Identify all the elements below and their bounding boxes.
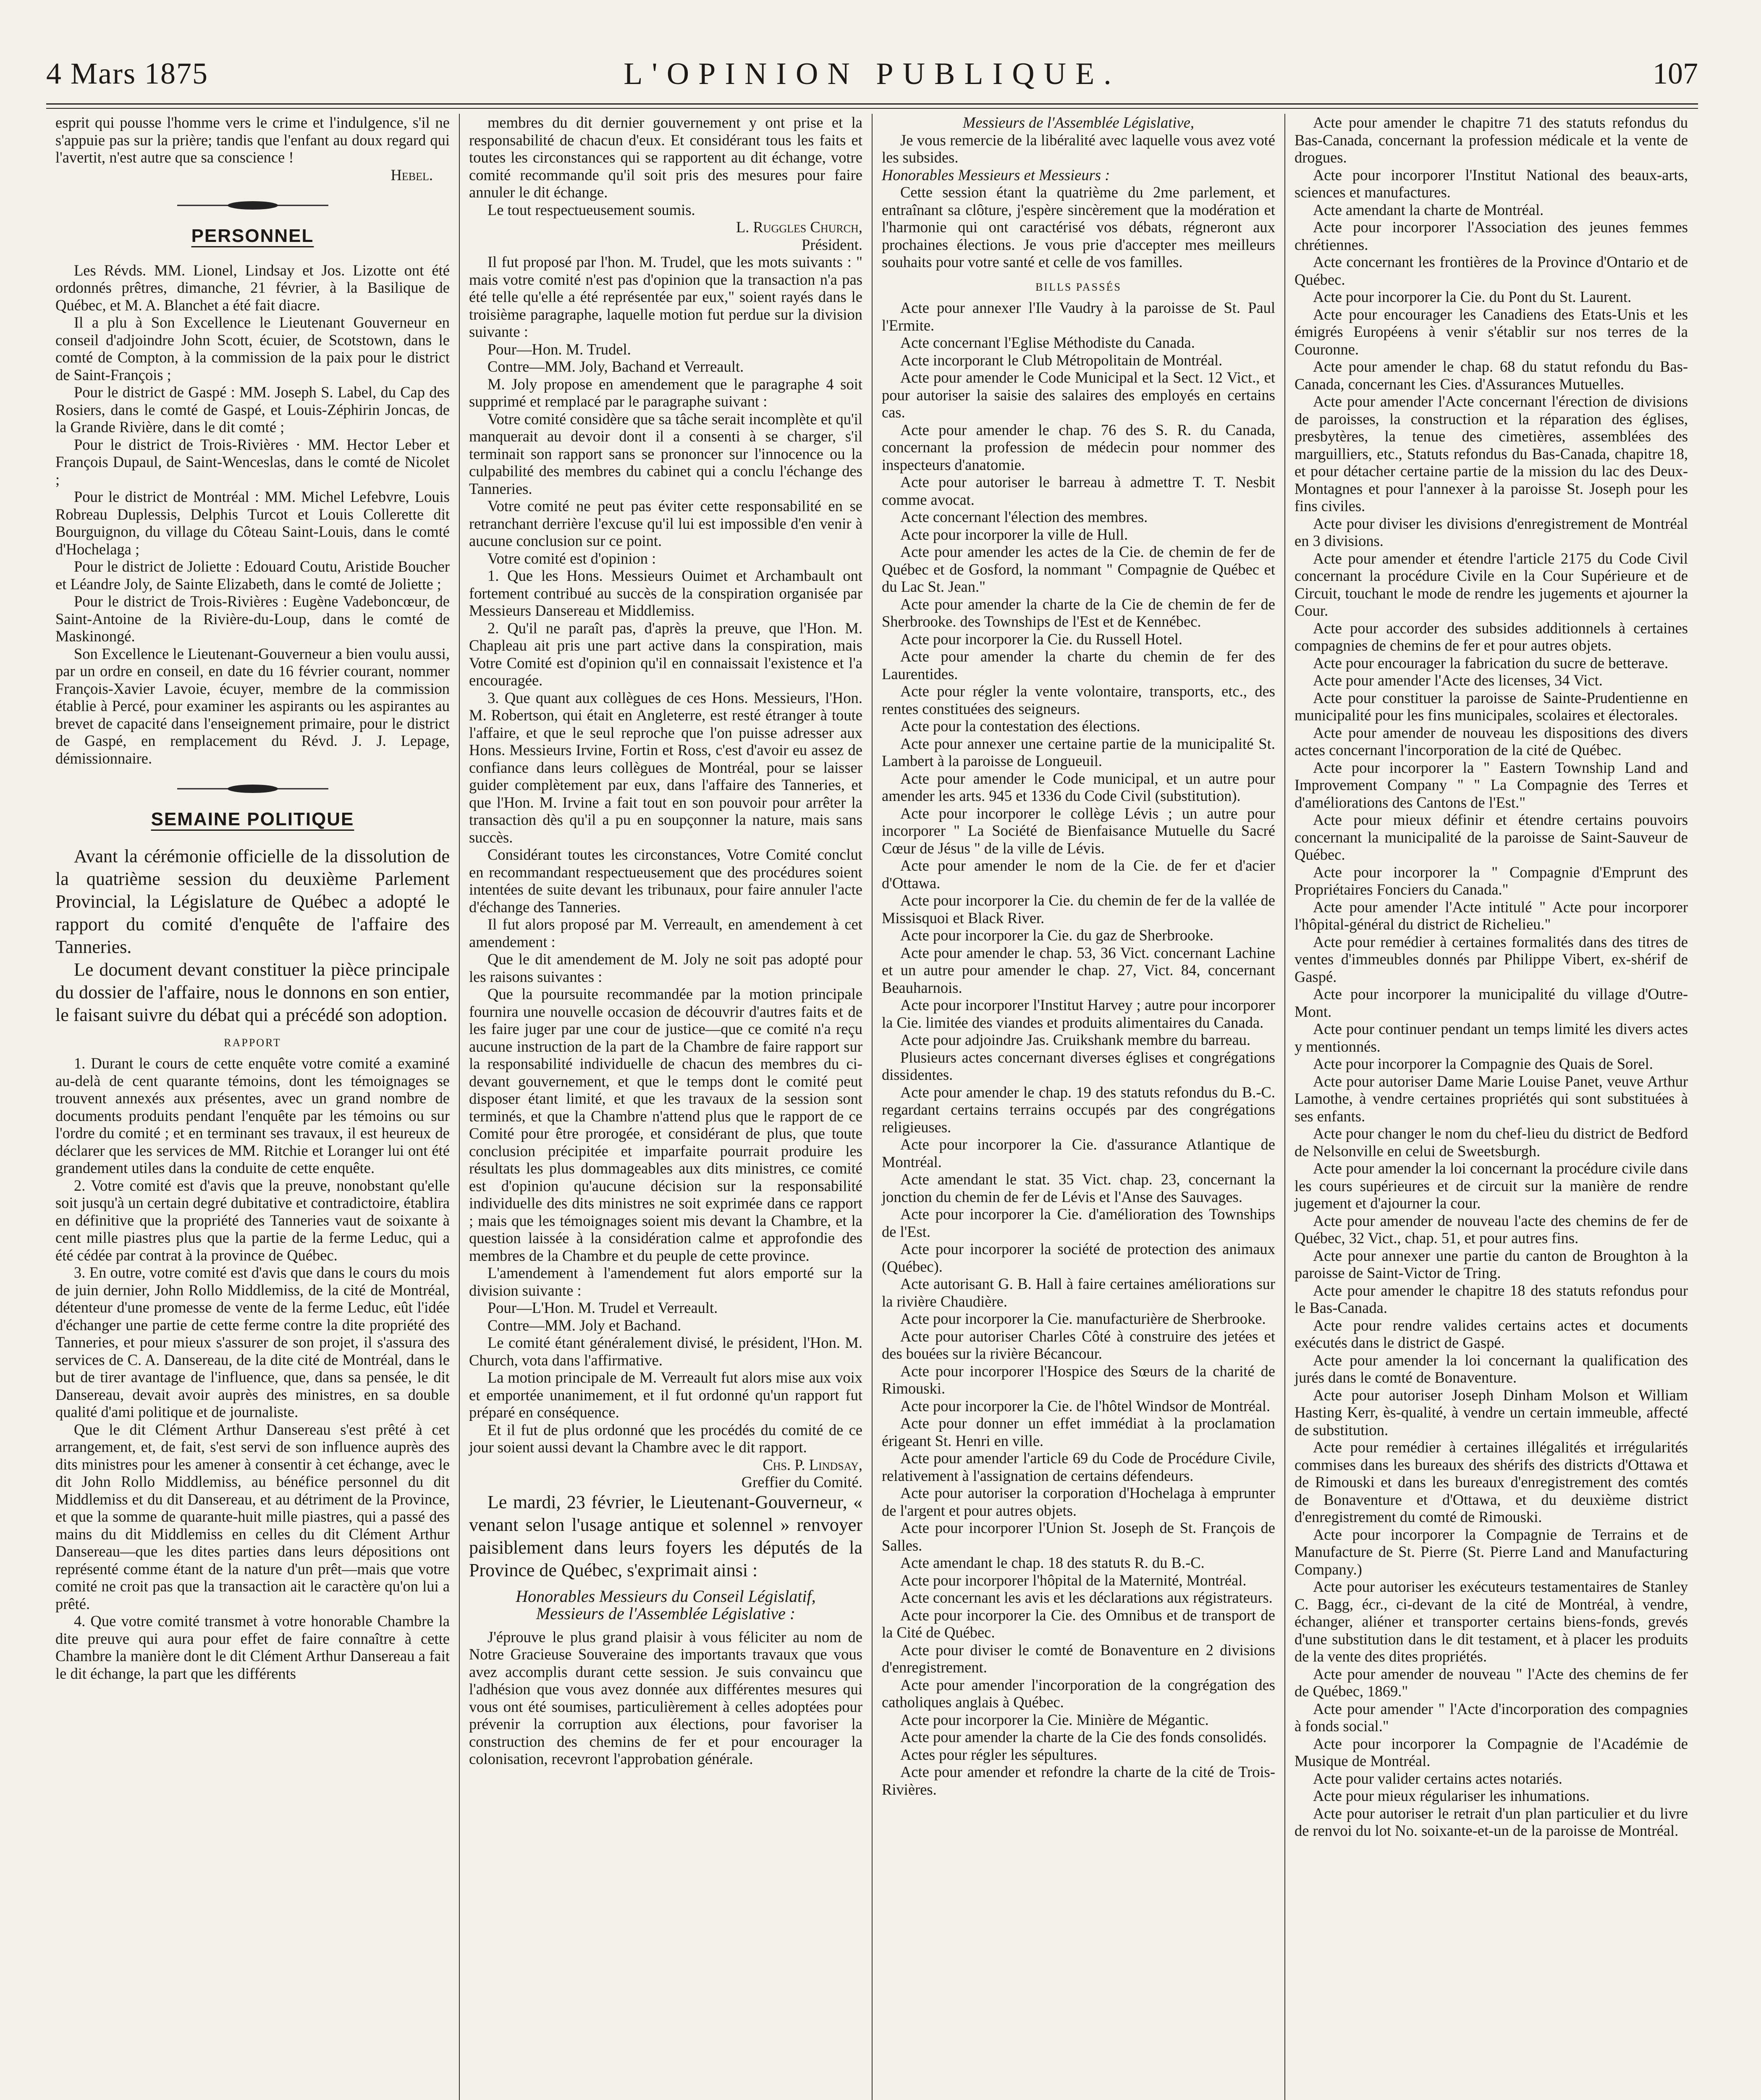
bill-item: Acte pour incorporer la Cie. d'assurance Atlantique de Montréal. [882, 1136, 1275, 1171]
bill-item: Acte pour continuer pendant un temps limité les divers actes y mentionnés. [1295, 1020, 1688, 1055]
debate-paragraph: Il fut alors proposé par M. Verreault, en amendement à cet amendement : [469, 916, 862, 950]
debate-paragraph: 2. Qu'il ne paraît pas, d'après la preuve, que l'Hon. M. Chapleau ait pris une part active dans la conspiration, mais Votre Comité est d'opinion qu'il en connaissait l'existence et l'a encouragée. [469, 619, 862, 689]
signature-title: Président. [802, 236, 862, 253]
bill-item: Acte pour incorporer la Compagnie de l'Académie de Musique de Montréal. [1295, 1735, 1688, 1769]
bill-item: Acte pour la contestation des élections. [900, 717, 1140, 735]
bill-item: Acte pour incorporer la ville de Hull. [900, 525, 1128, 543]
bills-list [1295, 114, 1688, 1840]
column-2 [459, 114, 872, 2100]
bill-item: Acte pour incorporer l'Institut National des beaux-arts, sciences et manufactures. [1295, 166, 1688, 201]
bills-list [882, 299, 1275, 1798]
debate-paragraph: Que le dit amendement de M. Joly ne soit pas adopté pour les raisons suivantes : [469, 950, 862, 985]
debate-paragraph: Pour—Hon. M. Trudel. [487, 340, 631, 358]
bill-item: Acte pour amender l'article 69 du Code de Procédure Civile, relativement à l'assignation de certains défendeurs. [882, 1449, 1275, 1484]
debate-paragraph: Contre—MM. Joly, Bachand et Verreault. [487, 358, 744, 375]
debate-paragraph: Considérant toutes les circonstances, Votre Comité conclut en recommandant respectueusement que des procédures soient intentées de suite devant les tribunaux, pour faire annuler l'acte d'échange des Tanneries. [469, 846, 862, 916]
column-4 [1284, 114, 1697, 2100]
semaine-politique-heading: SEMAINE POLITIQUE [151, 809, 354, 830]
page-number: 107 [1653, 57, 1698, 90]
bill-item: Acte pour incorporer la municipalité du village d'Outre-Mont. [1295, 985, 1688, 1020]
personnel-paragraph: Pour le district de Trois-Rivières · MM. Hector Leber et François Dupaul, de Saint-Wenceslas, dans le comté de Nicolet ; [55, 436, 450, 488]
debate-paragraph: M. Joly propose en amendement que le paragraphe 4 soit supprimé et remplacé par le paragraphe suivant : [469, 375, 862, 410]
bill-item: Acte pour incorporer la Cie. Minière de Mégantic. [900, 1711, 1209, 1728]
bill-item: Acte amendant le stat. 35 Vict. chap. 23, concernant la jonction du chemin de fer de Lévis et l'Anse des Sauvages. [882, 1171, 1275, 1205]
intro-signature: Hebel. [390, 166, 433, 184]
bill-item: Acte autorisant G. B. Hall à faire certaines améliorations sur la rivière Chaudière. [882, 1275, 1275, 1310]
personnel-paragraph: Pour le district de Joliette : Edouard Coutu, Aristide Boucher et Léandre Joly, de Sainte Elizabeth, dans le comté de Joliette ; [55, 558, 450, 593]
speech-address: Honorables Messieurs et Messieurs : [882, 166, 1110, 184]
debate-paragraph: La motion principale de M. Verreault fut alors mise aux voix et emportée unanimement, et il fut ordonné qu'un rapport fut préparé en conséquence. [469, 1369, 862, 1421]
bill-item: Acte pour donner un effet immédiat à la proclamation érigeant St. Henri en ville. [882, 1415, 1275, 1449]
column-3 [872, 114, 1284, 2100]
bill-item: Acte pour amender la charte de la Cie des fonds consolidés. [900, 1728, 1267, 1746]
bill-item: Acte pour incorporer l'hôpital de la Maternité, Montréal. [900, 1571, 1247, 1589]
speech-paragraph: Je vous remercie de la libéralité avec laquelle vous avez voté les subsides. [882, 131, 1275, 166]
bill-item: Acte pour autoriser Dame Marie Louise Panet, veuve Arthur Lamothe, à vendre certaines propriétés qui sont substituées à ses enfants. [1295, 1072, 1688, 1125]
bill-item: Acte pour amender de nouveau l'acte des chemins de fer de Québec, 32 Vict., chap. 51, et pour autres fins. [1295, 1212, 1688, 1247]
committee-debate [469, 253, 862, 1456]
debate-paragraph: Et il fut de plus ordonné que les procédés du comité de ce jour soient aussi devant la Chambre avec le dit rapport. [469, 1421, 862, 1456]
debate-paragraph: 1. Que les Hons. Messieurs Ouimet et Archambault ont fortement contribué au succès de la conspiration organisée par Messieurs Dansereau et Middlemiss. [469, 567, 862, 619]
bill-item: Acte pour amender la loi concernant la qualification des jurés dans le comté de Bonaventure. [1295, 1351, 1688, 1386]
signature-name: Chs. P. Lindsay, [763, 1456, 862, 1473]
semaine-paragraph: Le document devant constituer la pièce principale du dossier de l'affaire, nous le donnons en son entier, le faisant suivre du débat qui a précédé son adoption. [55, 959, 450, 1025]
bill-item: Acte pour incorporer la société de protection des animaux (Québec). [882, 1240, 1275, 1275]
bill-item: Acte pour incorporer la Cie. du Russell Hotel. [900, 630, 1183, 648]
personnel-paragraph: Pour le district de Gaspé : MM. Joseph S. Label, du Cap des Rosiers, dans le comté de Gaspé, et Louis-Zéphirin Joncas, de la Grande Rivière, dans le dit comté ; [55, 383, 450, 436]
bill-item: Acte pour accorder des subsides additionnels à certaines compagnies de chemins de fer et pour autres objets. [1295, 619, 1688, 654]
semaine-paragraph: Avant la cérémonie officielle de la dissolution de la quatrième session du deuxième Parlement Provincial, la Législature de Québec a adopté le rapport du comité d'enquête de l'affaire des Tanneries. [55, 845, 450, 957]
bill-item: Acte incorporant le Club Métropolitain de Montréal. [900, 351, 1223, 369]
bill-item: Acte pour amender l'Acte intitulé " Acte pour incorporer l'hôpital-général du district de Richelieu." [1295, 898, 1688, 933]
bill-item: Acte pour amender et étendre l'article 2175 du Code Civil concernant la procédure Civile en la Cour Supérieure et de Circuit, touchant le mode de rendre les jugements et ajourner la Cour. [1295, 549, 1688, 619]
signature-title: Greffier du Comité. [741, 1473, 862, 1491]
bill-item: Acte concernant l'élection des membres. [900, 508, 1148, 525]
bill-item: Acte pour annexer une partie du canton de Broughton à la paroisse de Saint-Victor de Tring. [1295, 1247, 1688, 1281]
bill-item: Acte pour régler la vente volontaire, transports, etc., des rentes constituées des seigneurs. [882, 682, 1275, 717]
bill-item: Acte pour incorporer la Cie. du gaz de Sherbrooke. [900, 927, 1213, 944]
bill-item: Acte pour autoriser le barreau à admettre T. T. Nesbit comme avocat. [882, 473, 1275, 508]
bill-item: Acte pour changer le nom du chef-lieu du district de Bedford de Nelsonville en celui de Sweetsburgh. [1295, 1125, 1688, 1160]
bill-item: Acte pour amender le Code Municipal et la Sect. 12 Vict., et pour autoriser la saisie des salaires des employés en certains cas. [882, 369, 1275, 421]
bill-item: Acte pour remédier à certaines formalités dans des titres de ventes d'immeubles donnés par Philippe Vibert, ex-shérif de Gaspé. [1295, 933, 1688, 985]
bill-item: Acte pour incorporer la Cie. du Pont du St. Laurent. [1313, 288, 1632, 305]
rapport-paragraph: 1. Durant le cours de cette enquête votre comité a examiné au-delà de cent quarante témoins, dont les témoignages se trouvent annexés aux présentes, avec un grand nombre de documents produits pendant l'enquête par les témoins ou sur l'ordre du comité ; et en terminant ses travaux, il est heureux de déclarer que les services de MM. Ritchie et Loranger lui ont été grandement utiles dans la conduite de cette enquête. [55, 1055, 450, 1176]
debate-paragraph: 3. Que quant aux collègues de ces Hons. Messieurs, l'Hon. M. Robertson, qui était en Angleterre, est resté étranger à toute l'affaire, et que le seul reproche que l'on puisse adresser aux Hons. Messieurs Irvine, Fortin et Ross, c'est d'avoir eu assez de confiance dans leurs collègues de Montréal, pour se laisser guider complètement par eux, dans l'affaire des Tanneries, et que l'Hon. M. Irvine a fait tout en son pouvoir pour arrêter la transaction dès qu'il a pu en soupçonner la nature, mais sans succès. [469, 689, 862, 846]
personnel-paragraph: Les Révds. MM. Lionel, Lindsay et Jos. Lizotte ont été ordonnés prêtres, dimanche, 21 février, à la Basilique de Québec, et M. A. Blanchet a été fait diacre. [55, 261, 450, 314]
debate-paragraph: L'amendement à l'amendement fut alors emporté sur la division suivante : [469, 1264, 862, 1299]
bill-item: Acte pour incorporer la " Eastern Township Land and Improvement Company " " La Compagnie des Terres et d'améliorations des Cantons de l'Est." [1295, 759, 1688, 811]
speech-address: Messieurs de l'Assemblée Législative, [962, 114, 1195, 131]
bill-item: Acte pour remédier à certaines illégalités et irrégularités commises dans les bureaux des shérifs des districts d'Ottawa et de Rimouski et dans les bureaux d'enregistrement des comtés de Bonaventure et d'Ottawa, et du deuxième district d'enregistrement du comté de Rimouski. [1295, 1438, 1688, 1525]
bill-item: Acte pour autoriser le retrait d'un plan particulier et du livre de renvoi du lot No. soixante-et-un de la paroisse de Montréal. [1295, 1804, 1688, 1839]
rapport-heading: RAPPORT [224, 1036, 281, 1049]
bill-item: Acte pour amender la loi concernant la procédure civile dans les cours supérieures et de circuit sur la manière de rendre jugement et d'ajourner la cour. [1295, 1160, 1688, 1212]
speech-address: Messieurs de l'Assemblée Législative : [536, 1604, 796, 1623]
bill-item: Acte concernant les avis et les déclarations aux régistrateurs. [900, 1589, 1273, 1606]
bill-item: Acte pour diviser les divisions d'enregistrement de Montréal en 3 divisions. [1295, 514, 1688, 549]
bill-item: Acte pour amender et refondre la charte de la cité de Trois-Rivières. [882, 1763, 1275, 1798]
speech-address: Honorables Messieurs du Conseil Législatif, [516, 1586, 816, 1606]
bill-item: Acte pour incorporer l'Institut Harvey ; autre pour incorporer la Cie. limitée des viandes et produits alimentaires du Canada. [882, 996, 1275, 1031]
signature-name: L. Ruggles Church, [736, 218, 862, 236]
bill-item: Acte pour amender le chap. 19 des statuts refondus du B.-C. regardant certains terrains occupés par des congrégations religieuses. [882, 1083, 1275, 1136]
bill-item: Acte pour amender le chapitre 18 des statuts refondus pour le Bas-Canada. [1295, 1281, 1688, 1316]
bill-item: Acte pour amender de nouveau les dispositions des divers actes concernant l'incorporation de la cité de Québec. [1295, 724, 1688, 759]
bill-item: Acte pour incorporer la " Compagnie d'Emprunt des Propriétaires Fonciers du Canada." [1295, 863, 1688, 898]
bill-item: Acte pour autoriser la corporation d'Hochelaga à emprunter de l'argent et pour autres objets. [882, 1484, 1275, 1519]
bill-item: Acte pour incorporer l'Association des jeunes femmes chrétiennes. [1295, 218, 1688, 253]
bill-item: Acte pour rendre valides certains actes et documents exécutés dans le district de Gaspé. [1295, 1316, 1688, 1351]
bill-item: Acte pour valider certains actes notariés. [1313, 1769, 1562, 1787]
bill-item: Acte pour incorporer la Compagnie de Terrains et de Manufacture de St. Pierre (St. Pierre Land and Manufacturing Company.) [1295, 1525, 1688, 1578]
debate-paragraph: Votre comité est d'opinion : [487, 549, 656, 567]
bill-item: Acte pour incorporer l'Hospice des Sœurs de la charité de Rimouski. [882, 1362, 1275, 1397]
rapport-paragraph: Que le dit Clément Arthur Dansereau s'est prêté à cet arrangement, et, de fait, s'est servi de son influence auprès des dits ministres pour les amener à consentir à cet échange, avec le dit John Rollo Middlemiss, au bénéfice personnel du dit Middlemiss et du dit Dansereau, et au détriment de la Province, et que la somme de quarante-huit mille piastres, qui a passé des mains du dit Middlemiss en celles du dit Clément Arthur Dansereau—que les dites parties dans leurs dépositions ont représenté comme étant de la nature d'un prêt—mais que votre comité ne croit pas que la transaction ait le caractère qu'on lui a prêté. [55, 1420, 450, 1612]
debate-paragraph: Votre comité ne peut pas éviter cette responsabilité en se retranchant derrière l'excuse qu'il lui est impossible d'en venir à aucune conclusion sur ce point. [469, 497, 862, 549]
report-conclusion [469, 114, 862, 218]
debate-paragraph: Que la poursuite recommandée par la motion principale fournira une nouvelle occasion de découvrir d'autres faits et de les faire juger par une cour de justice—que ce comité n'a reçu aucune instruction de la part de la Chambre de faire rapport sur la responsabilité individuelle de chacun des membres du ci-devant gouvernement, et que le temps dont le comité peut disposer étant limité, et que les travaux de la session sont terminés, et que la Chambre n'attend plus que le rapport de ce Comité pour être prorogée, et considérant de plus, que toute conclusion précipitée et imparfaite pourrait produire les résultats les plus dommageables aux dits ministres, ce comité est d'opinion qu'aucune décision sur la responsabilité individuelle des dits ministres ne soit exprimée dans ce rapport ; mais que les témoignages soient mis devant la Chambre, et la question laissée à la considération calme et approfondie des membres de la Chambre et du peuple de cette province. [469, 985, 862, 1264]
bill-item: Acte amendant la charte de Montréal. [1313, 201, 1544, 218]
bill-item: Acte pour amender la charte de la Cie de chemin de fer de Sherbrooke. des Townships de l'Est et de Kennébec. [882, 595, 1275, 630]
debate-paragraph: Le comité étant généralement divisé, le président, l'Hon. M. Church, vota dans l'affirmative. [469, 1334, 862, 1369]
bill-item: Acte concernant l'Eglise Méthodiste du Canada. [900, 334, 1195, 351]
bill-item: Acte pour annexer une certaine partie de la municipalité St. Lambert à la paroisse de Longueuil. [882, 735, 1275, 769]
bill-item: Acte pour amender le chap. 68 du statut refondu du Bas-Canada, concernant les Cies. d'Assurances Mutuelles. [1295, 358, 1688, 393]
bill-item: Acte pour adjoindre Jas. Cruikshank membre du barreau. [900, 1031, 1251, 1048]
bill-item: Acte amendant le chap. 18 des statuts R. du B.-C. [900, 1554, 1205, 1571]
debate-paragraph: Votre comité considère que sa tâche serait incomplète et qu'il manquerait au devoir dont il a consenti à se charger, s'il terminait son rapport sans se prononcer sur l'innocence ou la culpabilité des membres du cabinet qui a conclu l'échange des Tanneries. [469, 410, 862, 497]
bill-item: Acte pour mieux définir et étendre certains pouvoirs concernant la municipalité de la paroisse de Saint-Sauveur de Québec. [1295, 811, 1688, 863]
bill-item: Acte pour autoriser les exécuteurs testamentaires de Stanley C. Bagg, écr., ci-devant de la cité de Montréal, à vendre, échanger, aliéner et transporter certains biens-fonds, grevés d'une substitution dans le dit testament, et à placer les produits de la vente des dites propriétés. [1295, 1578, 1688, 1665]
bill-item: Acte pour encourager la fabrication du sucre de betterave. [1313, 654, 1669, 672]
ornament-divider [177, 784, 328, 794]
bill-item: Acte pour amender le chapitre 71 des statuts refondus du Bas-Canada, concernant la profession médicale et la vente de drogues. [1295, 114, 1688, 166]
columns [46, 114, 1698, 2100]
personnel-paragraph: Il a plu à Son Excellence le Lieutenant Gouverneur en conseil d'adjoindre John Scott, écuier, de Scotstown, dans le comté de Compton, à la commission de la paix pour le district de Saint-François ; [55, 314, 450, 383]
bill-item: Acte pour incorporer la Compagnie des Quais de Sorel. [1313, 1055, 1653, 1072]
bill-item: Acte pour incorporer la Cie. du chemin de fer de la vallée de Missisquoi et Black River. [882, 892, 1275, 927]
rapport-paragraph: 2. Votre comité est d'avis que la preuve, nonobstant qu'elle soit jusqu'à un certain degré dubitative et contradictoire, établira en définitive que la propriété des Tanneries vaut de soixante à cent mille piastres plus que la partie de la ferme Leduc, qui a été cédée par contrat à la province de Québec. [55, 1176, 450, 1264]
bill-item: Acte pour amender de nouveau " l'Acte des chemins de fer de Québec, 1869." [1295, 1665, 1688, 1700]
bill-item: Acte pour encourager les Canadiens des Etats-Unis et les émigrés Européens à venir s'établir sur nos terres de la Couronne. [1295, 305, 1688, 358]
speech-paragraph: J'éprouve le plus grand plaisir à vous féliciter au nom de Notre Gracieuse Souveraine des importants travaux que vous avez accomplis durant cette session. Je suis convaincu que l'adhésion que vous avez donnée aux différentes mesures qui vous ont été soumises, particulièrement à celles adoptées pour prévenir la corruption aux élections, pour favoriser la construction des chemins de fer et pour encourager la colonisation, recevront l'approbation générale. [469, 1628, 862, 1767]
bill-item: Acte pour amender le chap. 76 des S. R. du Canada, concernant la profession de médecin pour nommer des inspecteurs d'anatomie. [882, 421, 1275, 473]
bill-item: Acte pour annexer l'Ile Vaudry à la paroisse de St. Paul l'Ermite. [882, 299, 1275, 334]
personnel-paragraph: Son Excellence le Lieutenant-Gouverneur a bien voulu aussi, par un ordre en conseil, en date du 16 février courant, nommer François-Xavier Lavoie, écuyer, membre de la commission établie à Percé, pour examiner les aspirants ou les aspirantes au brevet de capacité dans l'enseignement primaire, pour le district de Gaspé, en remplacement du Révd. J. J. Lepage, démissionnaire. [55, 645, 450, 767]
bill-item: Acte pour diviser le comté de Bonaventure en 2 divisions d'enregistrement. [882, 1641, 1275, 1676]
personnel-paragraph: Pour le district de Montréal : MM. Michel Lefebvre, Louis Robreau Duplessis, Delphis Turcot et Louis Collerette dit Bourguignon, du village du Côteau Saint-Louis, dans le comté d'Hochelaga ; [55, 488, 450, 558]
bill-item: Acte pour incorporer la Cie. des Omnibus et de transport de la Cité de Québec. [882, 1606, 1275, 1641]
bill-item: Acte pour incorporer l'Union St. Joseph de St. François de Salles. [882, 1519, 1275, 1554]
rapport-section [55, 1055, 450, 1682]
column-1 [46, 114, 459, 2100]
intro-paragraph: esprit qui pousse l'homme vers le crime et l'indulgence, s'il ne s'appuie pas sur la prière; tandis que l'enfant au doux regard qui l'avertit, n'est autre que sa conscience ! [55, 114, 450, 166]
issue-date: 4 Mars 1875 [46, 57, 208, 90]
bill-item: Actes pour régler les sépultures. [900, 1746, 1098, 1763]
newspaper-title: L'OPINION PUBLIQUE. [624, 57, 1121, 91]
report-paragraph: Le tout respectueusement soumis. [487, 201, 695, 218]
debate-paragraph: Il fut proposé par l'hon. M. Trudel, que les mots suivants : " mais votre comité n'est pas d'opinion que la transaction n'a pas été telle qu'elle a été représentée par eux," soient rayés dans le troisième paragraphe, laquelle motion fut perdue sur la division suivante : [469, 253, 862, 340]
debate-paragraph: Pour—L'Hon. M. Trudel et Verreault. [487, 1299, 718, 1316]
bill-item: Acte pour amender les actes de la Cie. de chemin de fer de Québec et de Gosford, la nommant " Compagnie de Québec et du Lac St. Jean." [882, 543, 1275, 595]
bill-item: Plusieurs actes concernant diverses églises et congrégations dissidentes. [882, 1048, 1275, 1083]
bill-item: Acte pour amender l'Acte des licenses, 34 Vict. [1313, 672, 1603, 689]
bill-item: Acte pour incorporer le collège Lévis ; un autre pour incorporer " La Société de Bienfaisance Mutuelle du Sacré Cœur de Jésus " de la ville de Lévis. [882, 804, 1275, 857]
speech-paragraph: Cette session étant la quatrième du 2me parlement, et entraînant sa clôture, j'espère sincèrement que la modération et l'harmonie qui ont caractérisé vos débats, régneront aux prochaines élections. Je vous prie d'accepter mes meilleurs souhaits pour votre santé et celle de vos familles. [882, 184, 1275, 270]
bill-item: Acte pour mieux régulariser les inhumations. [1313, 1787, 1590, 1804]
speech-intro: Le mardi, 23 février, le Lieutenant-Gouverneur, « venant selon l'usage antique et solennel » renvoyer paisiblement dans leurs foyers les députés de la Province de Québec, s'exprimait ainsi : [469, 1491, 862, 1580]
bill-item: Acte pour amender le Code municipal, et un autre pour amender les arts. 945 et 1336 du Code Civil (substitution). [882, 769, 1275, 804]
masthead [46, 50, 1698, 101]
masthead-rule [46, 103, 1698, 109]
personnel-section [55, 262, 450, 767]
bill-item: Acte pour amender " l'Acte d'incorporation des compagnies à fonds social." [1295, 1700, 1688, 1735]
debate-paragraph: Contre—MM. Joly et Bachand. [487, 1316, 681, 1334]
ornament-divider [177, 200, 328, 210]
bill-item: Acte pour incorporer la Cie. d'amélioration des Townships de l'Est. [882, 1205, 1275, 1240]
bill-item: Acte concernant les frontières de la Province d'Ontario et de Québec. [1295, 253, 1688, 288]
bill-item: Acte pour autoriser Joseph Dinham Molson et William Hasting Kerr, ès-qualité, à vendre un certain immeuble, affecté de substitution. [1295, 1386, 1688, 1438]
rapport-paragraph: 3. En outre, votre comité est d'avis que dans le cours du mois de juin dernier, John Rollo Middlemiss, de la cité de Montréal, détenteur d'une promesse de vente de la ferme Leduc, eût l'idée d'échanger une partie de cette ferme contre la dite propriété des Tanneries, et pour mieux s'assurer de son projet, il s'assura des services de C. A. Dansereau, de la dite cité de Montréal, dans le but de tirer avantage de l'influence, que, dans sa pensée, le dit Dansereau, devait avoir auprès des ministres, en sa double qualité d'ami politique et de journaliste. [55, 1264, 450, 1420]
rapport-paragraph: 4. Que votre comité transmet à votre honorable Chambre la dite preuve qui aura pour effet de faire connaître à cette Chambre la manière dont le dit Clément Arthur Dansereau a fait le dit échange, la part que les différents [55, 1612, 450, 1682]
bills-heading: BILLS PASSÉS [1035, 281, 1122, 293]
semaine-section [55, 845, 450, 1026]
bill-item: Acte pour incorporer la Cie. de l'hôtel Windsor de Montréal. [900, 1397, 1271, 1415]
bill-item: Acte pour constituer la paroisse de Sainte-Prudentienne en municipalité pour les fins municipales, scolaires et électorales. [1295, 689, 1688, 724]
bill-item: Acte pour amender la charte du chemin de fer des Laurentides. [882, 648, 1275, 682]
bill-item: Acte pour amender le chap. 53, 36 Vict. concernant Lachine et un autre pour amender le chap. 27, Vict. 84, concernant Beauharnois. [882, 944, 1275, 996]
bill-item: Acte pour amender le nom de la Cie. de fer et d'acier d'Ottawa. [882, 857, 1275, 892]
personnel-paragraph: Pour le district de Trois-Rivières : Eugène Vadeboncœur, de Saint-Antoine de la Rivière-du-Loup, dans le comté de Maskinongé. [55, 593, 450, 645]
bill-item: Acte pour autoriser Charles Côté à construire des jetées et des bouées sur la rivière Bécancour. [882, 1327, 1275, 1362]
bill-item: Acte pour amender l'incorporation de la congrégation des catholiques anglais à Québec. [882, 1676, 1275, 1711]
bill-item: Acte pour incorporer la Cie. manufacturière de Sherbrooke. [900, 1310, 1266, 1327]
bill-item: Acte pour amender l'Acte concernant l'érection de divisions de paroisses, la construction et la réparation des églises, presbytères, la tenue des cimetières, assemblées des marguilliers, etc., Statuts refondus du Bas-Canada, chapitre 18, et pour détacher certaine partie de la mission du lac des Deux-Montagnes et pour l'annexer à la paroisse St. Joseph pour les fins civiles. [1295, 393, 1688, 514]
personnel-heading: PERSONNEL [191, 226, 314, 246]
report-paragraph: membres du dit dernier gouvernement y ont prise et la responsabilité de chacun d'eux. Et considérant tous les faits et toutes les circonstances qui se rapportent au dit échange, votre comité recommande qu'il soit pris des mesures pour faire annuler le dit échange. [469, 114, 862, 201]
